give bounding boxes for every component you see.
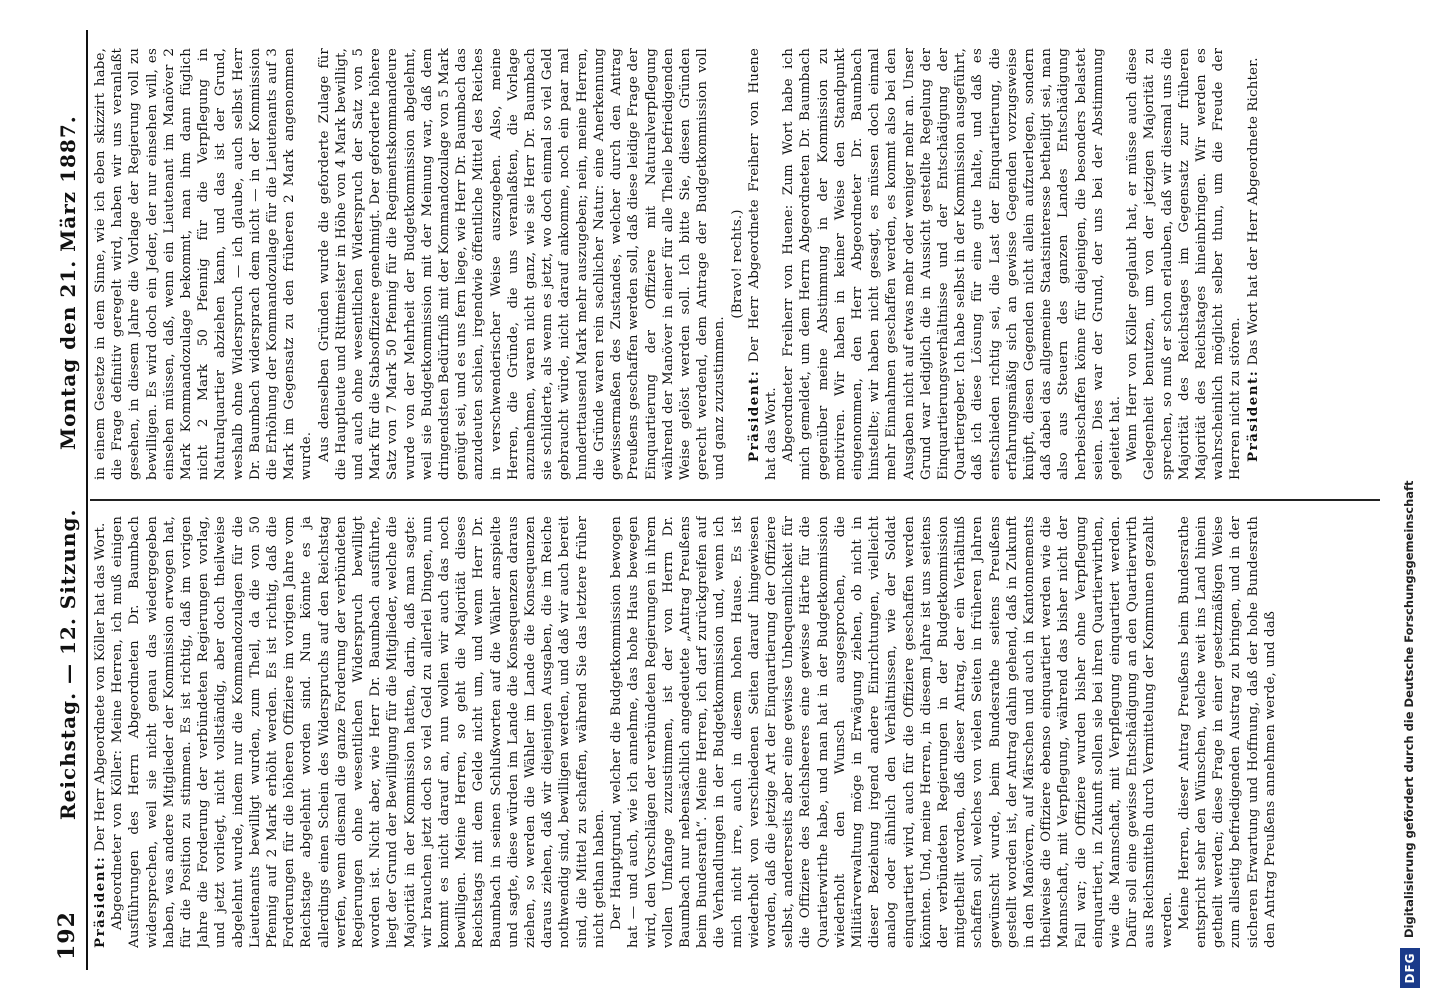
running-header — [52, 30, 82, 970]
paragraph-text: in einem Gesetze in dem Sinne, wie ich eben skizzirt habe, die Frage definitiv geregelt wird, haben wir uns veranlaßt gesehen, in diesem Jahre die Vorlage der Regierung voll zu bewilligen. Es wird doch ein Jeder, der nur einsehen will, es einsehen müssen, daß, wenn ein Lieutenant im Manöver 2 Mark Kommandozulage bekommt, man ihm dann füglich nicht 2 Mark 50 Pfennig für die Verpflegung in Naturalquartier abziehen kann, und das ist der Grund, weshalb ohne Widerspruch — ich glaube, auch selbst Herr Dr. Baumbach widersprach dem nicht — in der Kommission die Erhöhung der Kommandozulage für die Lieutenants auf 3 Mark im Gegensatz zu den früheren 2 Mark angenommen wurde. — [93, 48, 315, 480]
paragraph-text: Der Herr Abgeordnete von Köller hat das Wort. — [93, 522, 108, 856]
paragraph — [109, 516, 608, 948]
speaker-label: Präsident: — [1244, 369, 1261, 462]
paragraph-text: Abgeordneter Freiherr von Huene: Zum Wort habe ich mich gemeldet, um dem Herrn Abgeordneten Dr. Baumbach gegenüber meine Abstimmung in der Kommission zu motiviren. Wir haben in keiner Weise den Standpunkt eingenommen, den Herr Abgeordneter Dr. Baumbach hinstellte; wir haben nicht gesagt, es müssen doch einmal mehr Einnahmen geschaffen werden, es kommt also bei den Ausgaben nicht auf etwas mehr oder weniger mehr an. Unser Grund war lediglich die in Aussicht gestellte Regelung der Einquartierungsverhältnisse und der Entschädigung der Quartiergeber. Ich habe selbst in der Kommission ausgeführt, daß ich diese Lösung für eine gute halte, und daß es entschieden richtig sei, die Last der Einquartierung, die erfahrungsmäßig sich an gewisse Gegenden vorzugsweise knüpft, diesen Gegenden nicht allein aufzuerlegen, sondern daß dabei das allgemeine Staatsinteresse betheiligt sei, man also aus Steuern des ganzen Landes Entschädigung herbeischaffen könne für diejenigen, die besonders belastet seien. Dies war der Grund, der uns bei der Abstimmung geleitet hat. — [781, 48, 1123, 480]
right-column — [92, 48, 1382, 480]
paragraph — [92, 48, 316, 480]
paragraph-text: Aus denselben Gründen wurde die geforderte Zulage für die Hauptleute und Rittmeister in Höhe von 4 Mark bewilligt, und auch ohne wesentlichen Widerspruch der Satz von 5 Mark für die Stabsoffiziere genehmigt. Der geforderte höhere Satz von 7 Mark 50 Pfennig für die Regimentskommandeure wurde von der Mehrheit der Budgetkommission abgelehnt, weil sie Budgetkommission mit der Meinung war, daß dem dringendsten Bedürfniß mit der Kommandozulage von 5 Mark genügt sei, und es uns fern liege, wie Herr Dr. Baumbach das anzudeuten schien, irgendwie öffentliche Mittel des Reiches in verschwenderischer Weise auszugeben. Also, meine Herren, die Gründe, die uns veranlaßten, die Vorlage anzunehmen, waren nicht ganz, wie sie Herr Dr. Baumbach sie schilderte, als wenn es jetzt, wo doch einmal so viel Geld gebraucht würde, nicht darauf ankomme, noch ein paar mal hunderttausend Mark mehr auszugeben; nein, meine Herren, die Gründe waren rein sachlicher Natur: eine Anerkennung gewissermaßen des Zustandes, welcher durch den Antrag Preußens geschaffen werden soll, daß diese leidige Frage der Einquartierung der Offiziere mit Naturalverpflegung während der Manöver in einer für alle Theile befriedigenden Weise gelöst werden soll. Ich bitte Sie, diesen Gründen gerecht werdend, dem Antrage der Budgetkommission voll und ganz zuzustimmen. — [316, 48, 728, 480]
paragraph-text: Wenn Herr von Köller geglaubt hat, er müsse auch diese Gelegenheit benutzen, um von der jetzigen Majorität zu sprechen, so muß er schon erlauben, daß wir diesmal uns die Majorität des Reichstages im Gegensatz zur früheren Majorität des Reichstages hineinbringen. Wir werden es wahrscheinlich möglicht selber thun, um die Freude der Herren nicht zu stören. — [1125, 48, 1244, 480]
page-number: 192 — [54, 911, 80, 960]
paragraph — [316, 48, 729, 480]
paragraph — [92, 516, 109, 948]
paragraph-text: Abgeordneter von Köller: Meine Herren, ich muß einigen Ausführungen des Herrn Abgeordneten Dr. Baumbach widersprechen, weil sie nicht genau das wiedergegeben haben, was andere Mitglieder der Kommission erwogen hat, für die Position zu stimmen. Es ist richtig, daß im vorigen Jahre die Forderung der verbündeten Regierungen vorlag, und jetzt vorliegt, nicht vollständig, aber doch theilweise abgelehnt wurde, indem nur die Kommandozulagen für die Lieutenants bewilligt wurden, zum Theil, da die von 50 Pfennig auf 2 Mark erhöht werden. Es ist richtig, daß die Forderungen für die höheren Offiziere im vorigen Jahre vom Reichstage abgelehnt worden sind. Nun könnte es ja allerdings einen Schein des Widerspruchs auf den Reichstag werfen, wenn diesmal die ganze Forderung der verbündeten Regierungen ohne wesentlichen Widerspruch bewilligt worden ist. Nicht aber, wie Herr Dr. Baumbach ausführte, liegt der Grund der Bewilligung für die Mitglieder, welche die Majorität in der Kommission hatten, darin, daß man sagte: wir brauchen jetzt doch so viel Geld zu allerlei Dingen, nun kommt es nicht darauf an, nun wollen wir auch das noch bewilligen. Meine Herren, so geht die Majorität dieses Reichstags mit dem Gelde nicht um, und wenn Herr Dr. Baumbach in seinen Schlußworten auf die Wähler anspielte und sagte, diese würden im Lande die Konsequenzen daraus ziehen, so werden die Wähler im Lande die Konsequenzen daraus ziehen, daß wir diejenigen Ausgaben, die im Reiche nothwendig sind, bewilligen werden, und daß wir auch bereit sind, die Mittel zu schaffen, während Sie das letztere früher nicht gethan haben. — [110, 516, 607, 948]
digitization-credit — [1392, 0, 1428, 1000]
credit-text: Digitalisierung gefördert durch die Deutsche Forschungsgemeinschaft — [1402, 480, 1416, 938]
paragraph-text: (Bravo! rechts.) — [729, 209, 745, 319]
paragraph — [729, 48, 746, 480]
paragraph — [746, 48, 780, 480]
paragraph — [1124, 48, 1244, 480]
header-rule — [86, 30, 88, 970]
left-column — [92, 516, 1382, 948]
header-session-title: Reichstag. — 12. Sitzung. — [56, 508, 80, 820]
paragraph — [780, 48, 1124, 480]
column-divider — [90, 499, 1380, 501]
paragraph — [608, 516, 1176, 948]
paragraph-text: Der Hauptgrund, welcher die Budgetkommission bewogen hat — und auch, wie ich annehme, das hohe Haus bewegen wird, den Vorschlägen der verbündeten Regierungen in ihrem vollen Umfange zuzustimmen, ist der von Herrn Dr. Baumbach nur nebensächlich angedeutete „Antrag Preußens beim Bundesrath“. Meine Herren, ich darf zurückgreifen auf die Verhandlungen in der Budgetkommission und, wenn ich mich nicht irre, auch in diesem hohen Hause. Es ist wiederholt von verschiedenen Seiten darauf hingewiesen worden, daß die jetzige Art der Einquartierung der Offiziere selbst, andererseits aber eine gewisse Unbequemlichkeit für die Offiziere des Reichsheeres eine gewisse Härte für die Quartierwirthe habe, und man hat in der Budgetkommission wiederholt den Wunsch ausgesprochen, die Militärverwaltung möge in Erwägung ziehen, ob nicht in dieser Beziehung irgend andere Einrichtungen, vielleicht analog oder ähnlich den Verhältnissen, wie der Soldat einquartiert wird, auch für die Offiziere geschaffen werden könnten. Und, meine Herren, in diesem Jahre ist uns seitens der verbündeten Regierungen in der Budgetkommission mitgetheilt worden, daß dieser Antrag, der ein Verhältniß schaffen soll, welches von vielen Seiten in früheren Jahren gewünscht wurde, beim Bundesrathe seitens Preußens gestellt worden ist, der Antrag dahin gehend, daß in Zukunft in den Manövern, auf Märschen und auch in Kantonnements theilweise die Offiziere ebenso einquartiert werden wie die Mannschaft, mit Verpflegung, während das bisher nicht der Fall war; die Offiziere wurden bisher ohne Verpflegung einquartiert, in Zukunft sollen sie bei ihren Quartierwirthen, wie die Mannschaft, mit Verpflegung einquartiert werden. Dafür soll eine gewisse Entschädigung an den Quartierwirth aus Reichsmitteln durch Vermittelung der Kommunen gezahlt werden. — [609, 516, 1175, 948]
paragraph-text: Meine Herren, dieser Antrag Preußens beim Bundesrathe entspricht sehr den Wünschen, welche weit ins Land hinein getheilt werden; diese Frage in einer gesetzmäßigen Weise zum allseitig befriedigenden Austrag zu bringen, und in der sicheren Erwartung und Hoffnung, daß der hohe Bundesrath den Antrag Preußens annehmen werde, und daß — [1176, 516, 1278, 948]
paragraph — [1176, 516, 1279, 948]
paragraph — [1245, 48, 1262, 480]
speaker-label: Präsident: — [92, 855, 108, 948]
paragraph-text: Der Herr Abgeordnete Freiherr von Huene hat das Wort. — [746, 48, 779, 480]
header-date: Montag den 21. März 1887. — [56, 115, 80, 450]
speaker-label: Präsident: — [745, 369, 762, 462]
paragraph-text: Das Wort hat der Herr Abgeordnete Richter. — [1245, 57, 1261, 370]
dfg-logo: DFG — [1400, 948, 1420, 988]
